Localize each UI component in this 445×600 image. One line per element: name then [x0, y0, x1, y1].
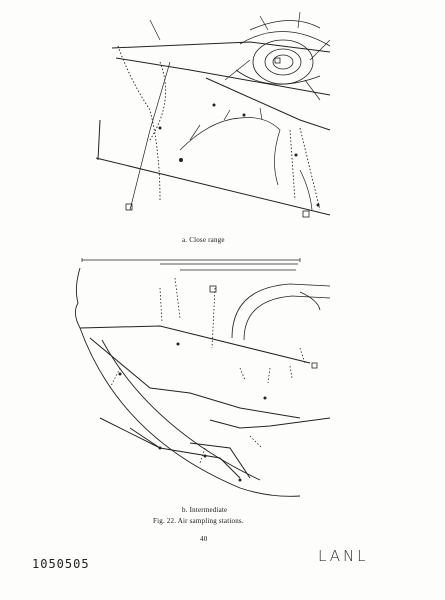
contour-rings — [236, 20, 330, 84]
intermediate-range-map — [0, 248, 445, 518]
close-range-map — [0, 0, 445, 245]
figure-caption: Fig. 22. Air sampling stations. — [153, 517, 244, 525]
station-markers — [119, 286, 318, 482]
document-id: 1050505 — [32, 557, 90, 571]
boundary-lines — [118, 46, 320, 210]
archive-stamp: LANL — [318, 547, 369, 565]
page-number: 40 — [200, 535, 208, 543]
scale-bars — [82, 258, 300, 270]
sampling-spurs — [130, 12, 330, 210]
panel-a-caption: a. Close range — [182, 236, 225, 244]
roads — [96, 42, 330, 215]
sampling-spurs — [110, 278, 305, 463]
left-boundary — [75, 268, 80, 328]
panel-b-caption: b. Intermediate — [182, 506, 228, 514]
contour-rings — [232, 284, 330, 340]
